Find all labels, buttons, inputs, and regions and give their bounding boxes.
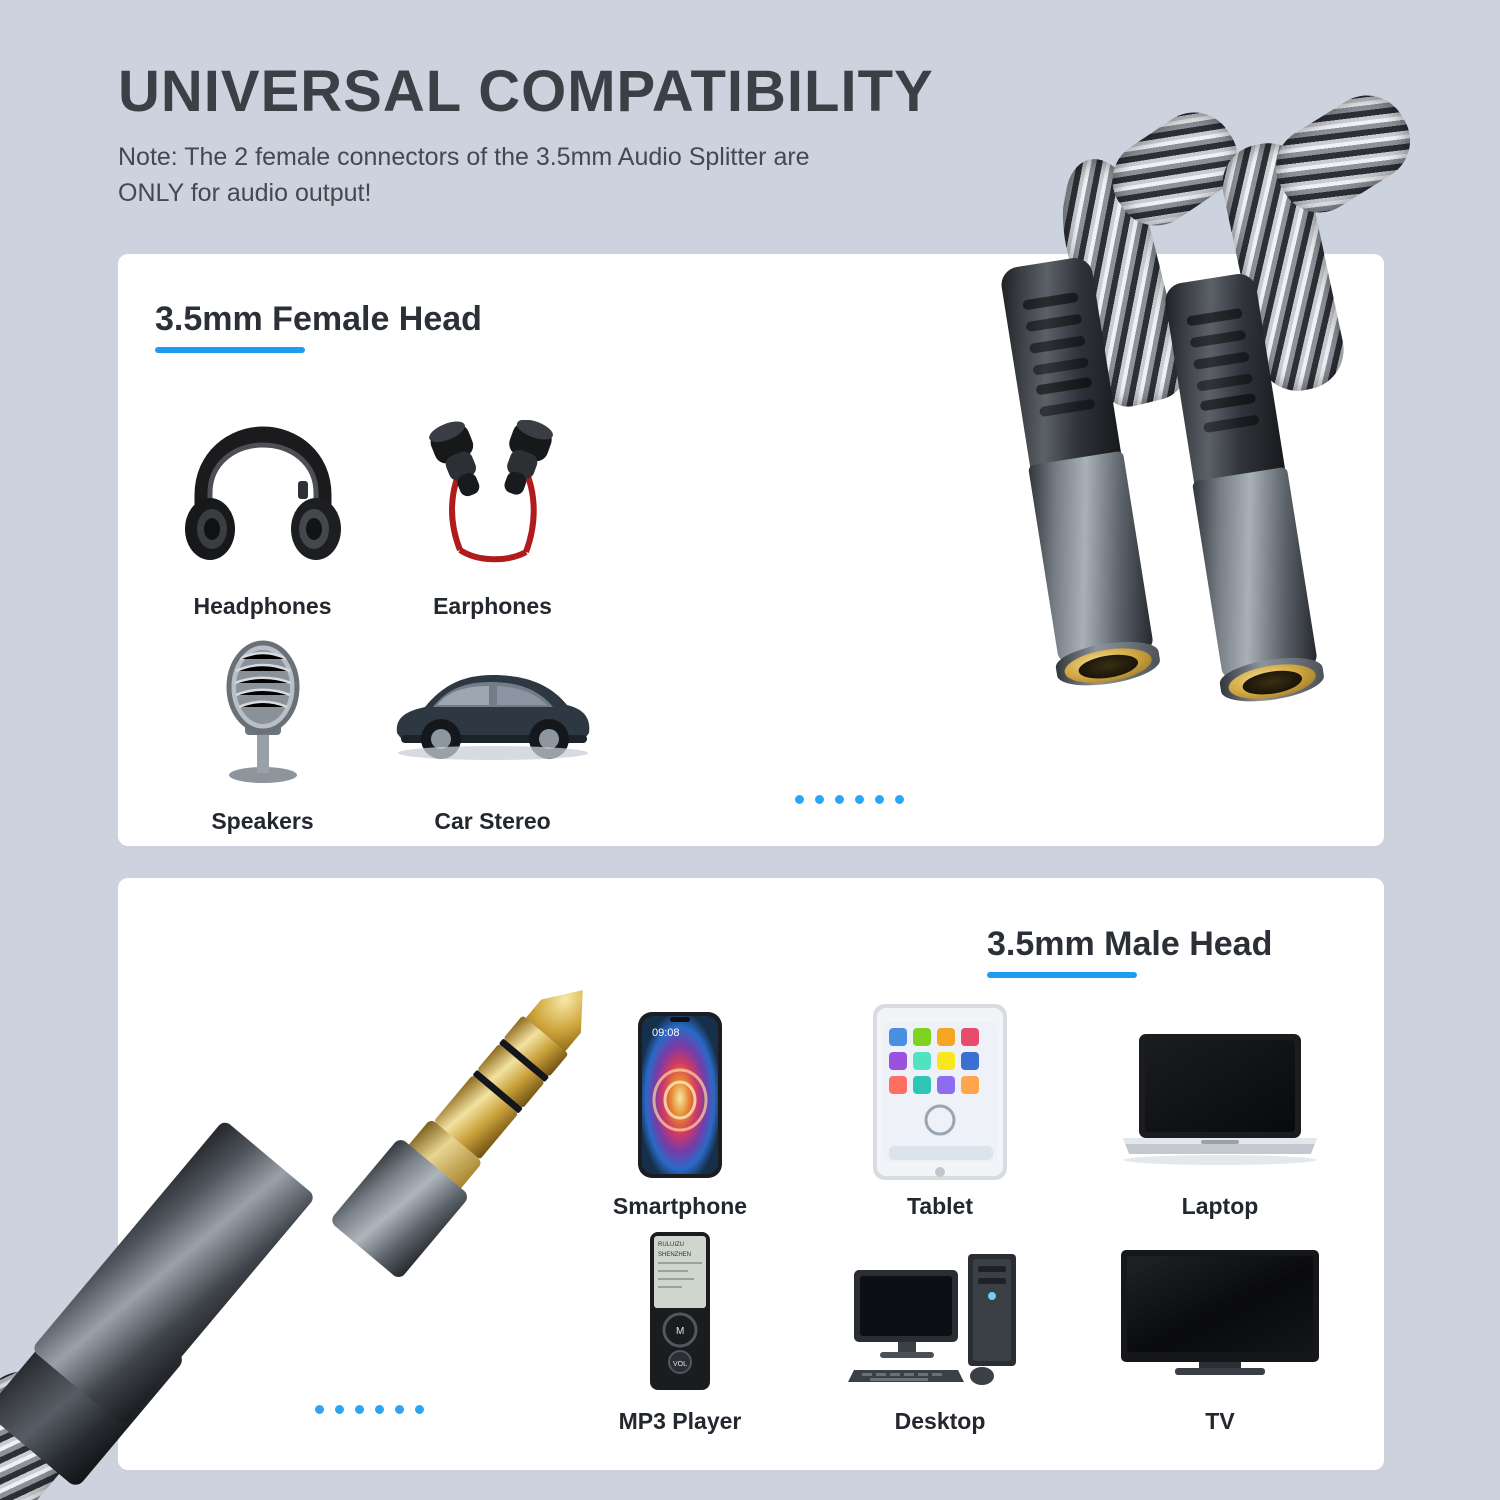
- compat-item-car-stereo: [370, 620, 615, 835]
- dot: [875, 795, 884, 804]
- compat-label: Headphones: [193, 593, 332, 619]
- male-compatibility-grid: [560, 1005, 1360, 1435]
- compat-label: Laptop: [1181, 1193, 1259, 1219]
- compat-label: TV: [1205, 1408, 1235, 1434]
- compat-label: Tablet: [906, 1193, 974, 1219]
- male-connector-photo: [90, 900, 610, 1500]
- compat-item-earphones: [370, 405, 615, 620]
- connector-barrel: [31, 1119, 316, 1426]
- compat-item-speakers: [155, 620, 370, 835]
- compat-item-tablet: [800, 1005, 1080, 1220]
- female-head-underline: [155, 347, 305, 353]
- female-connector-photo: [760, 160, 1400, 740]
- microphone-speaker-icon: [155, 620, 370, 800]
- tv-icon: [1080, 1220, 1360, 1400]
- compat-label: MP3 Player: [618, 1408, 742, 1434]
- mp3-screen-line1: RULUIZU: [658, 1241, 685, 1248]
- dot: [795, 795, 804, 804]
- laptop-icon: [1080, 1005, 1360, 1185]
- desktop-computer-icon: [800, 1220, 1080, 1400]
- dot: [855, 795, 864, 804]
- compat-item-desktop: [800, 1220, 1080, 1435]
- compat-item-headphones: [155, 405, 370, 620]
- earphones-icon: [370, 405, 615, 585]
- compatibility-note: Note: The 2 female connectors of the 3.5mm Audio Splitter are ONLY for audio output!: [118, 142, 810, 208]
- dot: [815, 795, 824, 804]
- tablet-icon: [800, 1000, 1080, 1185]
- connector-barrel: [1028, 451, 1154, 664]
- compat-item-tv: [1080, 1220, 1360, 1435]
- svg-text:VOL: VOL: [673, 1360, 688, 1368]
- compat-label: Earphones: [433, 593, 552, 619]
- male-head-heading: 3.5mm Male Head: [987, 925, 1273, 963]
- compat-label: Car Stereo: [434, 808, 551, 834]
- compat-label: Speakers: [211, 808, 314, 834]
- compat-label: Desktop: [894, 1408, 986, 1434]
- dot: [895, 795, 904, 804]
- mp3-screen-line2: SHENZHEN: [658, 1251, 692, 1258]
- compat-item-laptop: [1080, 1005, 1360, 1220]
- connector-barrel: [1192, 467, 1318, 680]
- phone-clock: 09:08: [652, 1026, 680, 1039]
- male-plug: [344, 952, 629, 1259]
- female-photo-indicator: [795, 795, 904, 804]
- compat-label: Smartphone: [612, 1193, 748, 1219]
- female-compatibility-grid: [155, 405, 615, 835]
- female-head-heading: 3.5mm Female Head: [155, 300, 482, 338]
- car-icon: [370, 620, 615, 800]
- male-head-underline: [987, 972, 1137, 978]
- svg-text:M: M: [676, 1325, 685, 1337]
- dot: [835, 795, 844, 804]
- page-title: UNIVERSAL COMPATIBILITY: [118, 59, 934, 124]
- headphones-icon: [155, 405, 370, 585]
